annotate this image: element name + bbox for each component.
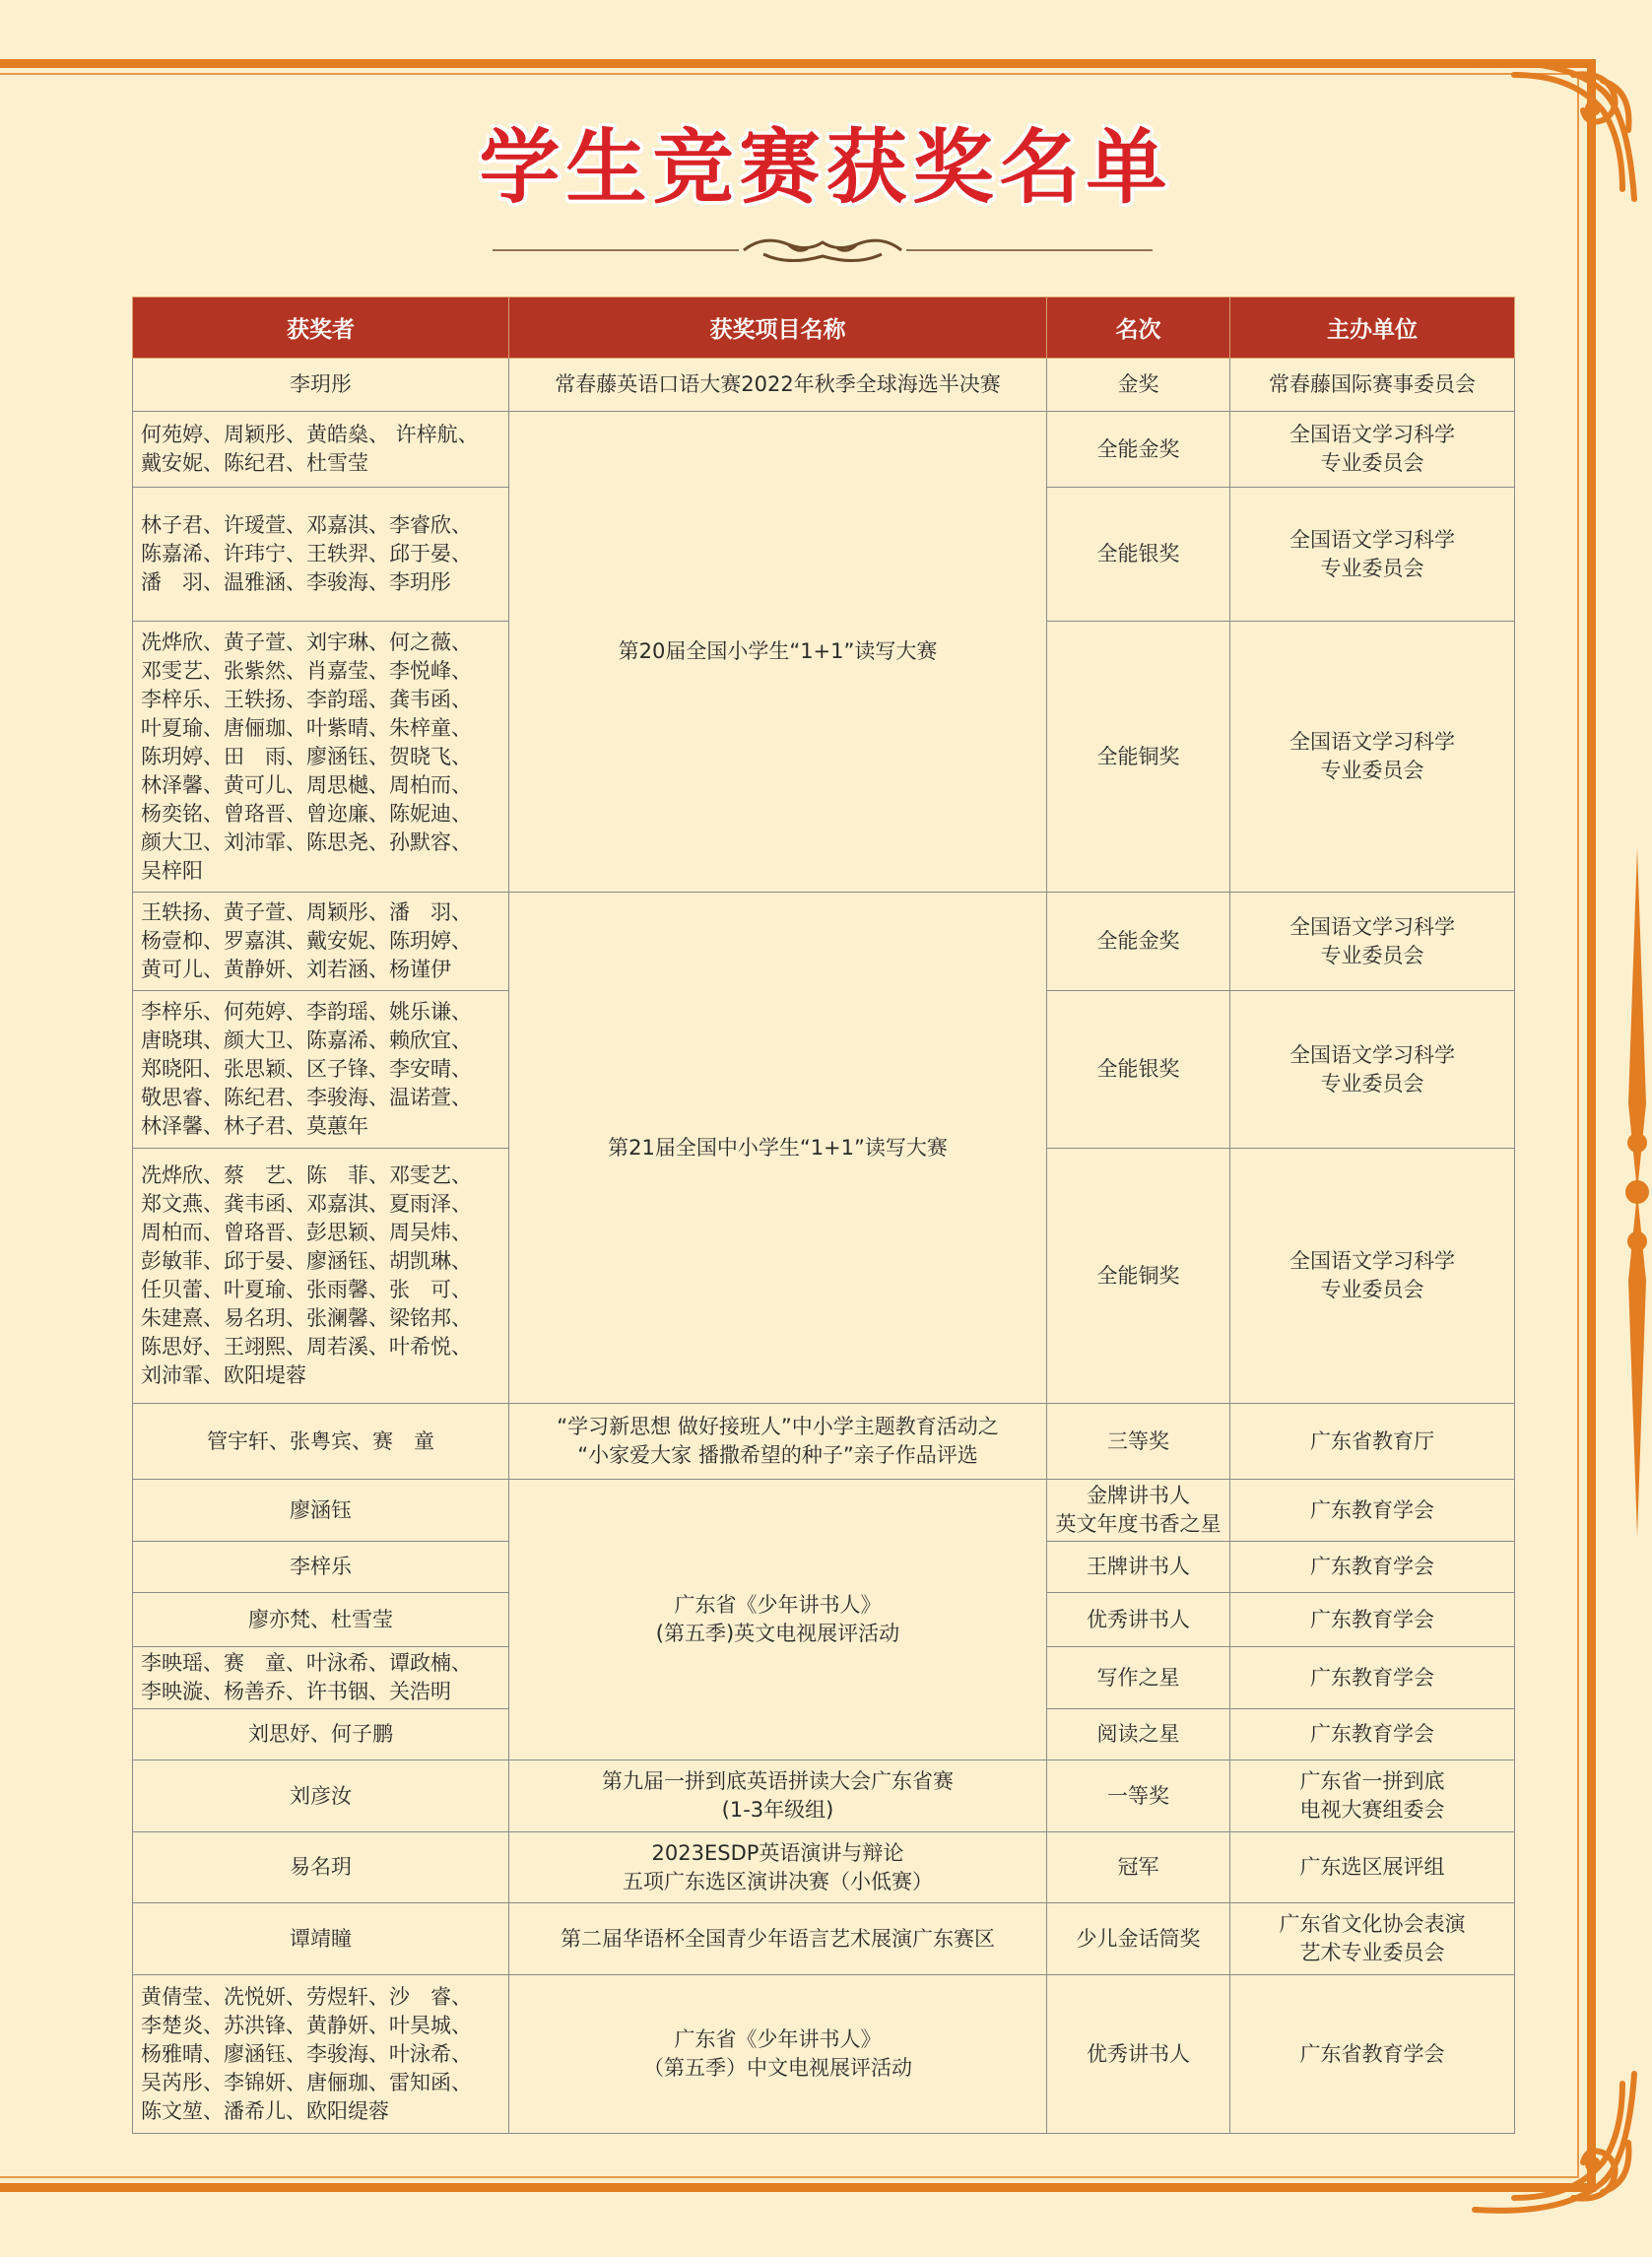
side-ornament-icon xyxy=(1622,847,1652,1537)
winners-cell: 管宇轩、张粤宾、赛 童 xyxy=(133,1404,509,1480)
rank-cell: 全能银奖 xyxy=(1047,488,1230,622)
table-row xyxy=(133,1975,1515,2134)
table-header-row xyxy=(133,298,1515,359)
table-row xyxy=(133,1404,1515,1480)
project-cell: “学习新思想 做好接班人”中小学主题教育活动之 “小家爱大家 播撒希望的种子”亲子作品评选 xyxy=(509,1404,1047,1480)
header-winners: 获奖者 xyxy=(133,298,509,359)
rank-cell: 三等奖 xyxy=(1047,1404,1230,1480)
winners-cell: 易名玥 xyxy=(133,1832,509,1903)
winners-cell: 李梓乐、何苑婷、李韵瑶、姚乐谦、 唐晓琪、颜大卫、陈嘉浠、赖欣宜、 郑晓阳、张思颖、区子锋、李安晴、 敬思睿、陈纪君、李骏海、温诺萱、 林泽馨、林子君、莫蕙年 xyxy=(133,991,509,1149)
rank-cell: 金牌讲书人 英文年度书香之星 xyxy=(1047,1480,1230,1542)
title-divider-ornament-icon xyxy=(493,225,1153,274)
table-row xyxy=(133,359,1515,412)
winners-cell: 李映瑶、赛 童、叶泳希、谭政楠、 李映漩、杨善乔、许书铟、关浩明 xyxy=(133,1647,509,1709)
organizer-cell: 广东省教育厅 xyxy=(1230,1404,1515,1480)
organizer-cell: 广东省文化协会表演 艺术专业委员会 xyxy=(1230,1903,1515,1975)
rank-cell: 全能铜奖 xyxy=(1047,622,1230,893)
rank-cell: 金奖 xyxy=(1047,359,1230,412)
organizer-cell: 常春藤国际赛事委员会 xyxy=(1230,359,1515,412)
rank-cell: 全能银奖 xyxy=(1047,991,1230,1149)
organizer-cell: 全国语文学习科学 专业委员会 xyxy=(1230,412,1515,488)
winners-cell: 刘思妤、何子鹏 xyxy=(133,1709,509,1760)
winners-cell: 冼烨欣、蔡 艺、陈 菲、邓雯艺、 郑文燕、龚韦函、邓嘉淇、夏雨泽、 周柏而、曾珞晋、彭思颖、周吴炜、 彭敏菲、邱于晏、廖涵钰、胡凯琳、 任贝蕾、叶夏瑜、张雨馨、张 可、 朱建熹、易名玥、张澜馨、梁铭邦、 陈思妤、王翊熙、周若溪、叶希悦、 刘沛霏、欧阳堤蓉 xyxy=(133,1149,509,1404)
rank-cell: 全能金奖 xyxy=(1047,893,1230,991)
winners-cell: 林子君、许瑷萱、邓嘉淇、李睿欣、 陈嘉浠、许玮宁、王轶羿、邱于晏、 潘 羽、温雅涵、李骏海、李玥彤 xyxy=(133,488,509,622)
organizer-cell: 广东选区展评组 xyxy=(1230,1832,1515,1903)
rank-cell: 优秀讲书人 xyxy=(1047,1975,1230,2134)
winners-cell: 黄倩莹、冼悦妍、劳煜轩、沙 睿、 李楚炎、苏洪锋、黄静妍、叶昊城、 杨雅晴、廖涵钰、李骏海、叶泳希、 吴芮彤、李锦妍、唐俪珈、雷知函、 陈文堃、潘希儿、欧阳缇蓉 xyxy=(133,1975,509,2134)
project-cell: 常春藤英语口语大赛2022年秋季全球海选半决赛 xyxy=(509,359,1047,412)
organizer-cell: 广东教育学会 xyxy=(1230,1593,1515,1647)
organizer-cell: 全国语文学习科学 专业委员会 xyxy=(1230,488,1515,622)
winners-cell: 谭靖瞳 xyxy=(133,1903,509,1975)
header-organizer: 主办单位 xyxy=(1230,298,1515,359)
table-row xyxy=(133,1760,1515,1832)
winners-cell: 何苑婷、周颖彤、黄皓燊、 许梓航、 戴安妮、陈纪君、杜雪莹 xyxy=(133,412,509,488)
table-row xyxy=(133,412,1515,488)
awards-table xyxy=(132,297,1515,2134)
header-project: 获奖项目名称 xyxy=(509,298,1047,359)
organizer-cell: 广东教育学会 xyxy=(1230,1647,1515,1709)
organizer-cell: 全国语文学习科学 专业委员会 xyxy=(1230,1149,1515,1404)
rank-cell: 优秀讲书人 xyxy=(1047,1593,1230,1647)
organizer-cell: 全国语文学习科学 专业委员会 xyxy=(1230,622,1515,893)
organizer-cell: 全国语文学习科学 专业委员会 xyxy=(1230,893,1515,991)
project-cell: 第21届全国中小学生“1+1”读写大赛 xyxy=(509,893,1047,1404)
winners-cell: 李玥彤 xyxy=(133,359,509,412)
project-cell: 第二届华语杯全国青少年语言艺术展演广东赛区 xyxy=(509,1903,1047,1975)
winners-cell: 刘彦汝 xyxy=(133,1760,509,1832)
rank-cell: 少儿金话筒奖 xyxy=(1047,1903,1230,1975)
organizer-cell: 广东教育学会 xyxy=(1230,1709,1515,1760)
project-cell: 广东省《少年讲书人》 （第五季）中文电视展评活动 xyxy=(509,1975,1047,2134)
project-cell: 2023ESDP英语演讲与辩论 五项广东选区演讲决赛（小低赛） xyxy=(509,1832,1047,1903)
table-row xyxy=(133,1832,1515,1903)
winners-cell: 王轶扬、黄子萱、周颖彤、潘 羽、 杨壹枊、罗嘉淇、戴安妮、陈玥婷、 黄可儿、黄静妍、刘若涵、杨谨伊 xyxy=(133,893,509,991)
header-rank: 名次 xyxy=(1047,298,1230,359)
project-cell: 第九届一拼到底英语拼读大会广东省赛 (1-3年级组) xyxy=(509,1760,1047,1832)
rank-cell: 全能金奖 xyxy=(1047,412,1230,488)
organizer-cell: 全国语文学习科学 专业委员会 xyxy=(1230,991,1515,1149)
table-row xyxy=(133,893,1515,991)
winners-cell: 李梓乐 xyxy=(133,1542,509,1593)
project-cell: 第20届全国小学生“1+1”读写大赛 xyxy=(509,412,1047,893)
winners-cell: 廖涵钰 xyxy=(133,1480,509,1542)
rank-cell: 写作之星 xyxy=(1047,1647,1230,1709)
table-row xyxy=(133,1903,1515,1975)
rank-cell: 王牌讲书人 xyxy=(1047,1542,1230,1593)
project-cell: 广东省《少年讲书人》 (第五季)英文电视展评活动 xyxy=(509,1480,1047,1760)
rank-cell: 阅读之星 xyxy=(1047,1709,1230,1760)
organizer-cell: 广东省教育学会 xyxy=(1230,1975,1515,2134)
organizer-cell: 广东教育学会 xyxy=(1230,1542,1515,1593)
rank-cell: 全能铜奖 xyxy=(1047,1149,1230,1404)
winners-cell: 冼烨欣、黄子萱、刘宇琳、何之薇、 邓雯艺、张紫然、肖嘉莹、李悦峰、 李梓乐、王轶扬、李韵瑶、龚韦函、 叶夏瑜、唐俪珈、叶紫晴、朱梓童、 陈玥婷、田 雨、廖涵钰、贺晓飞、 林泽馨、黄可儿、周思樾、周柏而、 杨奕铭、曾珞晋、曾迩廉、陈妮迪、 颜大卫、刘沛霏、陈思尧、孙默容、 吴梓阳 xyxy=(133,622,509,893)
organizer-cell: 广东省一拼到底 电视大赛组委会 xyxy=(1230,1760,1515,1832)
winners-cell: 廖亦梵、杜雪莹 xyxy=(133,1593,509,1647)
organizer-cell: 广东教育学会 xyxy=(1230,1480,1515,1542)
page-title: 学生竞赛获奖名单 xyxy=(479,121,1173,215)
rank-cell: 一等奖 xyxy=(1047,1760,1230,1832)
table-row xyxy=(133,1480,1515,1542)
rank-cell: 冠军 xyxy=(1047,1832,1230,1903)
